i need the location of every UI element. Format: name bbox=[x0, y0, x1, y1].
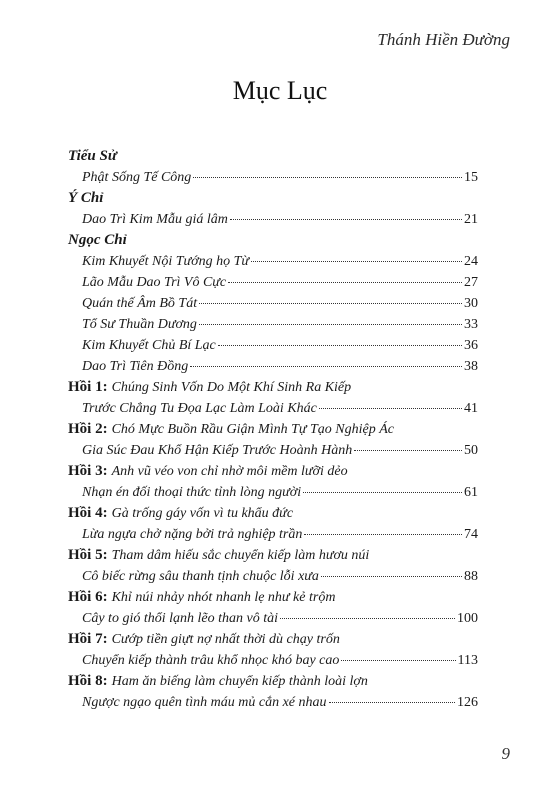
chapter-entry[interactable] bbox=[68, 377, 478, 419]
chapter-line-1 bbox=[68, 629, 478, 650]
toc-entry-page: 27 bbox=[464, 275, 478, 290]
chapter-entry[interactable] bbox=[68, 503, 478, 545]
chapter-line-2 bbox=[68, 692, 478, 713]
dot-leader bbox=[329, 702, 455, 703]
chapter-page: 61 bbox=[464, 485, 478, 500]
chapter-title-line1: Chúng Sinh Vốn Do Một Khí Sinh Ra Kiếp bbox=[111, 380, 352, 395]
chapter-line-2 bbox=[68, 650, 478, 671]
chapter-line-1 bbox=[68, 377, 478, 398]
dot-leader bbox=[218, 345, 462, 346]
chapter-line-1 bbox=[68, 461, 478, 482]
toc-entry-title: Dao Trì Kim Mẫu giá lâm bbox=[82, 212, 228, 227]
chapter-line-1 bbox=[68, 587, 478, 608]
section-heading: Tiểu Sử bbox=[68, 148, 117, 164]
toc-entry-page: 15 bbox=[464, 170, 478, 185]
page-title: Mục Lục bbox=[232, 76, 328, 105]
chapter-entry[interactable] bbox=[68, 419, 478, 461]
chapter-title-line2: Lừa ngựa chở nặng bởi trả nghiệp trần bbox=[82, 527, 303, 542]
chapter-title-line1: Ham ăn biếng làm chuyển kiếp thành loài lợn bbox=[111, 674, 368, 689]
chapter-title-line1: Chó Mực Buồn Rầu Giận Mình Tự Tạo Nghiệp Ác bbox=[111, 422, 395, 437]
chapter-title-line1: Khỉ núi nhảy nhót nhanh lẹ như kẻ trộm bbox=[111, 590, 336, 605]
chapter-entry[interactable] bbox=[68, 671, 478, 713]
chapter-title-line1: Gà trống gáy vốn vì tu khẩu đức bbox=[111, 506, 294, 521]
section-heading: Ý Chỉ bbox=[68, 190, 104, 206]
chapter-title-line2: Cây to gió thổi lạnh lẽo than vô tài bbox=[82, 611, 278, 626]
chapter-page: 113 bbox=[457, 653, 478, 668]
chapter-page: 126 bbox=[457, 695, 478, 710]
chapter-line-2 bbox=[68, 440, 478, 461]
toc-entry[interactable] bbox=[68, 167, 478, 188]
dot-leader bbox=[228, 282, 462, 283]
chapter-label: Hồi 1: bbox=[68, 379, 108, 395]
chapter-entry[interactable] bbox=[68, 629, 478, 671]
running-header: Thánh Hiền Đường bbox=[377, 30, 510, 49]
chapter-line-2 bbox=[68, 608, 478, 629]
toc-entry-title: Lão Mẫu Dao Trì Vô Cực bbox=[82, 275, 227, 290]
toc-entry[interactable] bbox=[68, 272, 478, 293]
chapter-page: 41 bbox=[464, 401, 478, 416]
chapter-page: 74 bbox=[464, 527, 478, 542]
chapter-title-line1: Tham dâm hiếu sắc chuyển kiếp làm hươu núi bbox=[111, 548, 370, 563]
toc-entry[interactable] bbox=[68, 209, 478, 230]
chapter-entry[interactable] bbox=[68, 545, 478, 587]
chapter-entry[interactable] bbox=[68, 587, 478, 629]
toc-entry-page: 38 bbox=[464, 359, 478, 374]
dot-leader bbox=[354, 450, 462, 451]
toc-entry-page: 30 bbox=[464, 296, 478, 311]
toc-entry-title: Phật Sống Tế Công bbox=[82, 170, 192, 185]
dot-leader bbox=[319, 408, 462, 409]
dot-leader bbox=[321, 576, 462, 577]
chapter-title-line2: Ngược ngạo quên tình máu mủ cắn xé nhau bbox=[82, 695, 327, 710]
chapter-page: 100 bbox=[457, 611, 478, 626]
toc-entry[interactable] bbox=[68, 335, 478, 356]
chapter-title-line2: Nhạn én đối thoại thức tỉnh lòng người bbox=[82, 485, 302, 500]
chapter-label: Hồi 2: bbox=[68, 421, 108, 437]
toc-entry[interactable] bbox=[68, 356, 478, 377]
chapter-title-line2: Chuyển kiếp thành trâu khổ nhọc khó bay cao bbox=[82, 653, 340, 668]
dot-leader bbox=[303, 492, 462, 493]
chapter-title-line2: Gia Súc Đau Khổ Hận Kiếp Trước Hoành Hành bbox=[82, 443, 353, 458]
dot-leader bbox=[230, 219, 462, 220]
table-of-contents bbox=[68, 146, 478, 713]
chapter-line-1 bbox=[68, 671, 478, 692]
chapter-line-2 bbox=[68, 524, 478, 545]
chapter-line-1 bbox=[68, 419, 478, 440]
dot-leader bbox=[251, 261, 462, 262]
toc-entry-page: 24 bbox=[464, 254, 478, 269]
dot-leader bbox=[304, 534, 462, 535]
chapter-label: Hồi 6: bbox=[68, 589, 108, 605]
page-number: 9 bbox=[501, 744, 510, 763]
chapter-title-line1: Anh vũ véo von chỉ nhờ môi mềm lưỡi dẻo bbox=[111, 464, 348, 479]
toc-entry-title: Tổ Sư Thuần Dương bbox=[82, 317, 197, 332]
chapter-label: Hồi 4: bbox=[68, 505, 108, 521]
chapter-line-1 bbox=[68, 503, 478, 524]
toc-entry-page: 33 bbox=[464, 317, 478, 332]
chapter-entry[interactable] bbox=[68, 461, 478, 503]
chapter-label: Hồi 5: bbox=[68, 547, 108, 563]
chapter-label: Hồi 8: bbox=[68, 673, 108, 689]
toc-entry-page: 21 bbox=[464, 212, 478, 227]
chapter-line-2 bbox=[68, 398, 478, 419]
toc-entry-title: Dao Trì Tiên Đồng bbox=[82, 359, 189, 374]
chapter-page: 88 bbox=[464, 569, 478, 584]
toc-entry-title: Quán thế Âm Bồ Tát bbox=[82, 296, 198, 311]
chapter-line-2 bbox=[68, 566, 478, 587]
chapter-title-line1: Cướp tiền giựt nợ nhất thời dù chạy trốn bbox=[111, 632, 340, 647]
toc-entry[interactable] bbox=[68, 251, 478, 272]
toc-entry-title: Kim Khuyết Nội Tướng họ Từ bbox=[82, 254, 250, 269]
chapter-label: Hồi 3: bbox=[68, 463, 108, 479]
chapter-page: 50 bbox=[464, 443, 478, 458]
toc-entry-page: 36 bbox=[464, 338, 478, 353]
dot-leader bbox=[280, 618, 455, 619]
chapter-title-line2: Trước Chẳng Tu Đọa Lạc Làm Loài Khác bbox=[82, 401, 317, 416]
chapter-title-line2: Cô biếc rừng sâu thanh tịnh chuộc lỗi xưa bbox=[82, 569, 319, 584]
toc-entry[interactable] bbox=[68, 293, 478, 314]
chapter-line-1 bbox=[68, 545, 478, 566]
section-heading: Ngọc Chỉ bbox=[68, 232, 127, 248]
dot-leader bbox=[193, 177, 462, 178]
chapter-label: Hồi 7: bbox=[68, 631, 108, 647]
dot-leader bbox=[190, 366, 462, 367]
dot-leader bbox=[199, 303, 462, 304]
toc-entry[interactable] bbox=[68, 314, 478, 335]
dot-leader bbox=[199, 324, 462, 325]
chapter-line-2 bbox=[68, 482, 478, 503]
dot-leader bbox=[341, 660, 455, 661]
toc-entry-title: Kim Khuyết Chủ Bí Lạc bbox=[82, 338, 216, 353]
